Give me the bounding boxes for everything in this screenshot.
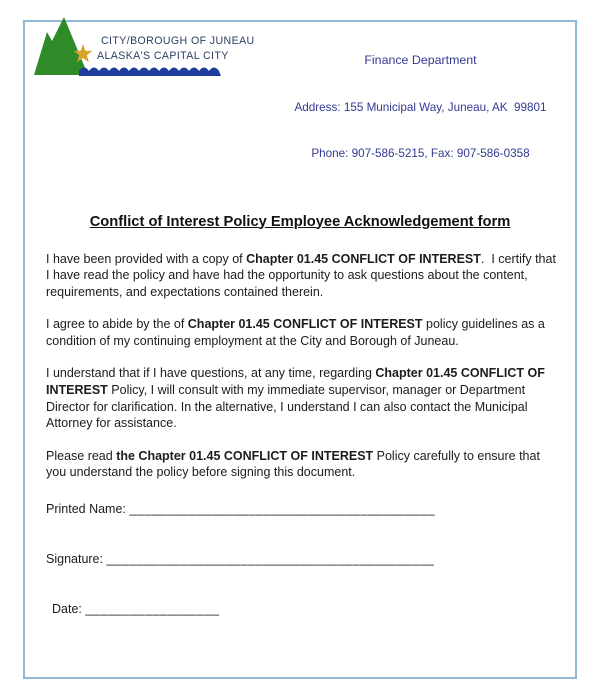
paragraph-3-run: I understand that if I have questions, at any time, regarding (46, 366, 376, 381)
document-header (0, 15, 600, 193)
paragraph-3-run: Policy, I will consult with my immediate supervisor, manager or Department Director for clarification. In the alternative, I understand I can also contact the Municipal Attorney for assistance. (46, 383, 531, 431)
paragraph-1-run: I have been provided with a copy of (46, 251, 247, 266)
paragraph-4-run: Policy carefully to ensure that you understand the policy before signing this document. (46, 448, 544, 480)
date-label: Date: (52, 602, 86, 617)
paragraph-1 (46, 251, 560, 301)
paragraph-2-run: I agree to abide by the of (46, 317, 188, 332)
department-name: Finance Department (364, 53, 477, 67)
date-field (52, 602, 600, 616)
department-contact-block (247, 15, 600, 193)
date-blank-line: __________________ (85, 602, 220, 617)
department-address: Address: 155 Municipal Way, Juneau, AK 99801 (294, 100, 547, 114)
paragraph-4 (46, 448, 556, 481)
org-name-line1: CITY/BOROUGH OF JUNEAU (101, 35, 255, 47)
star-icon (73, 44, 93, 63)
paragraph-2-bold: Chapter 01.45 CONFLICT OF INTEREST (187, 317, 423, 332)
paragraph-4-run: Please read (46, 448, 117, 463)
paragraph-4-bold: the Chapter 01.45 CONFLICT OF INTEREST (116, 448, 374, 463)
water-wave-icon (79, 64, 221, 76)
org-logo (33, 15, 255, 79)
department-phone: Phone: 907-586-5215, Fax: 907-586-0358 (311, 147, 530, 160)
printed-name-field (46, 502, 600, 516)
document-body (46, 251, 560, 482)
paragraph-2 (46, 316, 556, 349)
document-title: Conflict of Interest Policy Employee Acknowledgement form (89, 213, 511, 230)
paragraph-2-run: policy guidelines as a condition of my continuing employment at the City and Borough of Juneau. (46, 317, 549, 348)
paragraph-1-bold: Chapter 01.45 CONFLICT OF INTEREST (246, 251, 481, 266)
org-name-line2: ALASKA'S CAPITAL CITY (97, 50, 229, 62)
paragraph-3-bold: Chapter 01.45 CONFLICT OF INTEREST (46, 366, 549, 398)
paragraph-3 (46, 365, 556, 431)
signature-field (46, 552, 600, 566)
signature-label: Signature: (46, 552, 107, 567)
signature-blank-line: ____________________________________________ (106, 552, 435, 567)
paragraph-1-run: . I certify that I have read the policy and have had the opportunity to ask questions about the content, requirements, and expectations contained therein. (46, 251, 560, 299)
printed-name-label: Printed Name: (46, 502, 130, 517)
printed-name-blank-line: _________________________________________ (129, 502, 435, 517)
